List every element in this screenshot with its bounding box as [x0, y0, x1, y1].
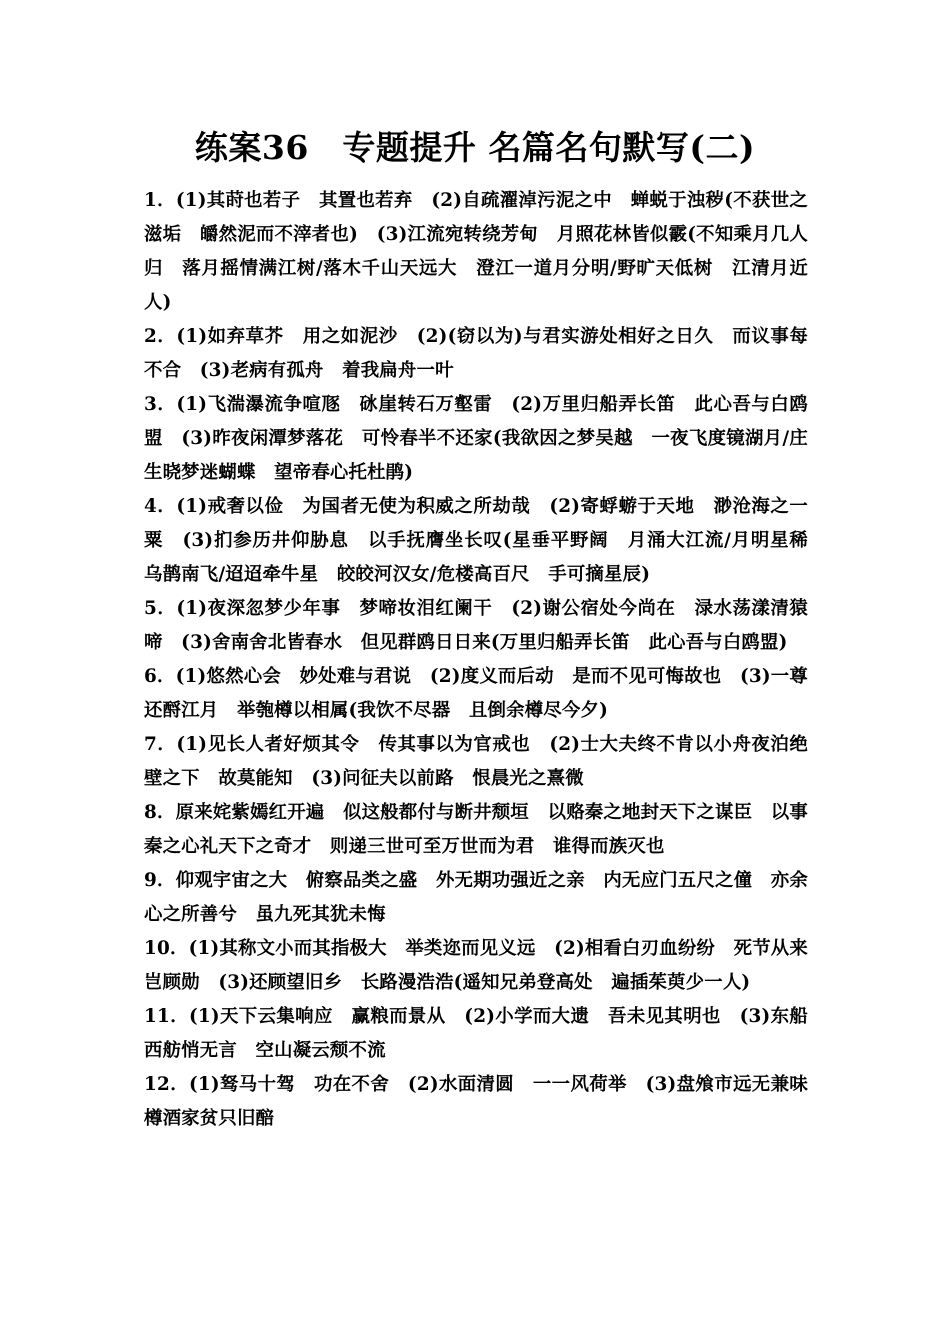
answer-item-8: 8．原来姹紫嫣红开遍 似这般都付与断井颓垣 以赂秦之地封天下之谋臣 以事秦之心礼天下之奇才 则递三世可至万世而为君 谁得而族灭也 — [144, 802, 808, 857]
answer-item-4: 4．(1)戒奢以俭 为国者无使为积威之所劫哉 (2)寄蜉蝣于天地 渺沧海之一粟 (3)扪参历井仰胁息 以手抚膺坐长叹(星垂平野阔 月涌大江流/月明星稀 乌鹊南飞/迢迢牵牛星 皎皎河汉女/危楼高百尺 手可摘星辰) — [144, 496, 827, 585]
answer-item-10: 10．(1)其称文小而其指极大 举类迩而见义远 (2)相看白刃血纷纷 死节从来岂顾勋 (3)还顾望旧乡 长路漫浩浩(遥知兄弟登高处 遍插茱萸少一人) — [144, 938, 808, 993]
answer-item-9: 9．仰观宇宙之大 俯察品类之盛 外无期功强近之亲 内无应门五尺之僮 亦余心之所善兮 虽九死其犹未悔 — [144, 870, 808, 925]
answer-item-5: 5．(1)夜深忽梦少年事 梦啼妆泪红阑干 (2)谢公宿处今尚在 渌水荡漾清猿啼 (3)舍南舍北皆春水 但见群鸥日日来(万里归船弄长笛 此心吾与白鸥盟) — [144, 598, 808, 653]
answer-item-11: 11．(1)天下云集响应 赢粮而景从 (2)小学而大遗 吾未见其明也 (3)东船西舫悄无言 空山凝云颓不流 — [144, 1006, 808, 1061]
answer-item-1: 1．(1)其莳也若子 其置也若弃 (2)自疏濯淖污泥之中 蝉蜕于浊秽(不获世之滋垢 皭然泥而不滓者也) (3)江流宛转绕芳甸 月照花林皆似霰(不知乘月几人归 落月摇情满江树/落木千山天远大 澄江一道月分明/野旷天低树 江清月近人) — [144, 190, 808, 313]
page-title: 练案36 专题提升 名篇名句默写(二) — [194, 128, 756, 167]
answer-item-7: 7．(1)见长人者好烦其令 传其事以为官戒也 (2)士大夫终不肯以小舟夜泊绝壁之下 故莫能知 (3)问征夫以前路 恨晨光之熹微 — [144, 734, 808, 789]
answer-list — [144, 184, 827, 1136]
answer-item-2: 2．(1)如弃草芥 用之如泥沙 (2)(窃以为)与君实游处相好之日久 而议事每不合 (3)老病有孤舟 着我扁舟一叶 — [144, 326, 808, 381]
answer-item-3: 3．(1)飞湍瀑流争喧豗 砯崖转石万壑雷 (2)万里归船弄长笛 此心吾与白鸥盟 (3)昨夜闲潭梦落花 可怜春半不还家(我欲因之梦吴越 一夜飞度镜湖月/庄生晓梦迷蝴蝶 望帝春心托杜鹃) — [144, 394, 808, 483]
answer-item-6: 6．(1)悠然心会 妙处难与君说 (2)度义而后动 是而不见可悔故也 (3)一尊还酹江月 举匏樽以相属(我饮不尽器 且倒余樽尽今夕) — [144, 666, 808, 721]
answer-item-12: 12．(1)驽马十驾 功在不舍 (2)水面清圆 一一风荷举 (3)盘飧市远无兼味 樽酒家贫只旧醅 — [144, 1074, 827, 1129]
